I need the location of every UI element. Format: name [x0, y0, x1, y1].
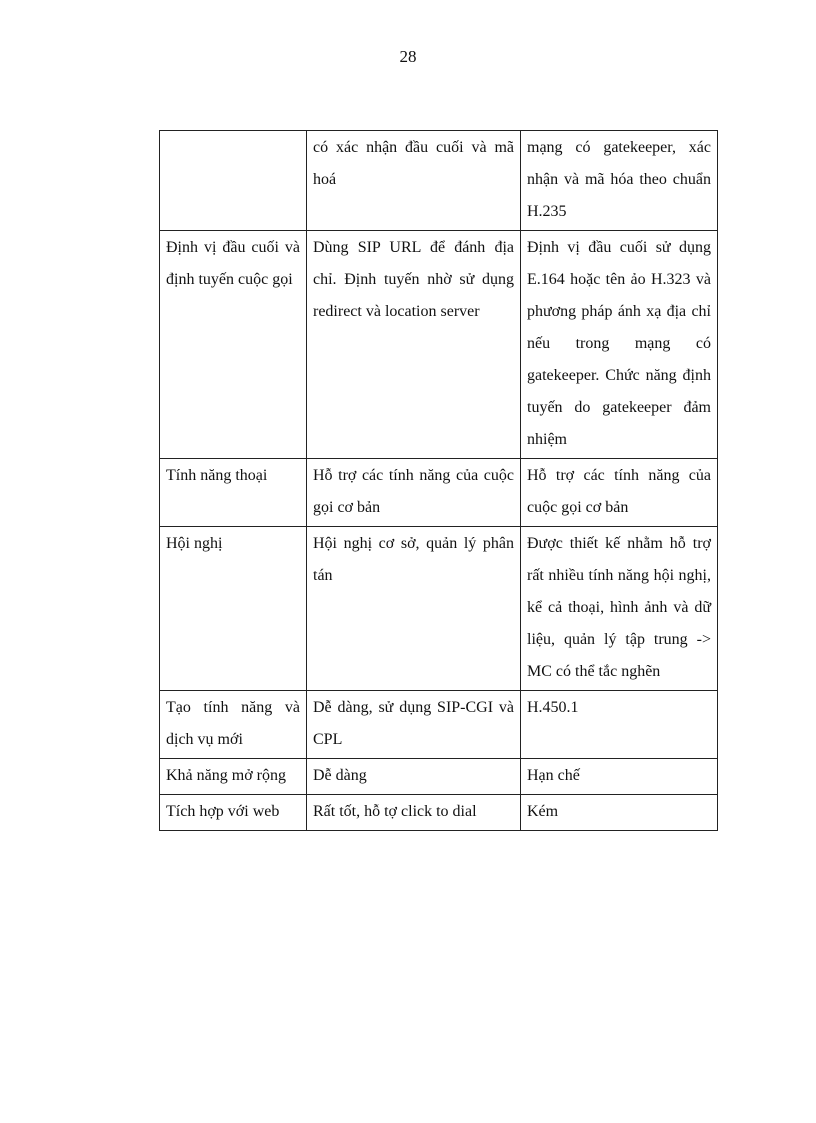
- sip-cell: có xác nhận đầu cuối và mã hoá: [307, 131, 521, 231]
- feature-cell: [160, 131, 307, 231]
- feature-cell: Tính năng thoại: [160, 459, 307, 527]
- table-row: [160, 131, 718, 231]
- sip-cell: Hỗ trợ các tính năng của cuộc gọi cơ bản: [307, 459, 521, 527]
- sip-cell: Hội nghị cơ sở, quản lý phân tán: [307, 527, 521, 691]
- h323-cell: Hạn chế: [521, 759, 718, 795]
- sip-cell: Dễ dàng: [307, 759, 521, 795]
- sip-cell: Rất tốt, hỗ tợ click to dial: [307, 795, 521, 831]
- feature-cell: Tích hợp với web: [160, 795, 307, 831]
- table-row: [160, 691, 718, 759]
- page-number: 28: [399, 47, 417, 66]
- sip-cell: Dùng SIP URL để đánh địa chỉ. Định tuyến nhờ sử dụng redirect và location server: [307, 231, 521, 459]
- table-row: [160, 759, 718, 795]
- feature-cell: Định vị đầu cuối và định tuyến cuộc gọi: [160, 231, 307, 459]
- comparison-table: [159, 130, 718, 831]
- feature-cell: Tạo tính năng và dịch vụ mới: [160, 691, 307, 759]
- table-row: [160, 231, 718, 459]
- sip-cell: Dễ dàng, sử dụng SIP-CGI và CPL: [307, 691, 521, 759]
- table-row: [160, 459, 718, 527]
- h323-cell: Định vị đầu cuối sử dụng E.164 hoặc tên ảo H.323 và phương pháp ánh xạ địa chỉ nếu trong mạng có gatekeeper. Chức năng định tuyến do gatekeeper đảm nhiệm: [521, 231, 718, 459]
- feature-cell: Khả năng mở rộng: [160, 759, 307, 795]
- h323-cell: H.450.1: [521, 691, 718, 759]
- table-row: [160, 527, 718, 691]
- h323-cell: Hỗ trợ các tính năng của cuộc gọi cơ bản: [521, 459, 718, 527]
- h323-cell: Kém: [521, 795, 718, 831]
- table-row: [160, 795, 718, 831]
- h323-cell: mạng có gatekeeper, xác nhận và mã hóa theo chuẩn H.235: [521, 131, 718, 231]
- h323-cell: Được thiết kế nhằm hỗ trợ rất nhiều tính năng hội nghị, kể cả thoại, hình ảnh và dữ liệu, quản lý tập trung -> MC có thể tắc nghẽn: [521, 527, 718, 691]
- feature-cell: Hội nghị: [160, 527, 307, 691]
